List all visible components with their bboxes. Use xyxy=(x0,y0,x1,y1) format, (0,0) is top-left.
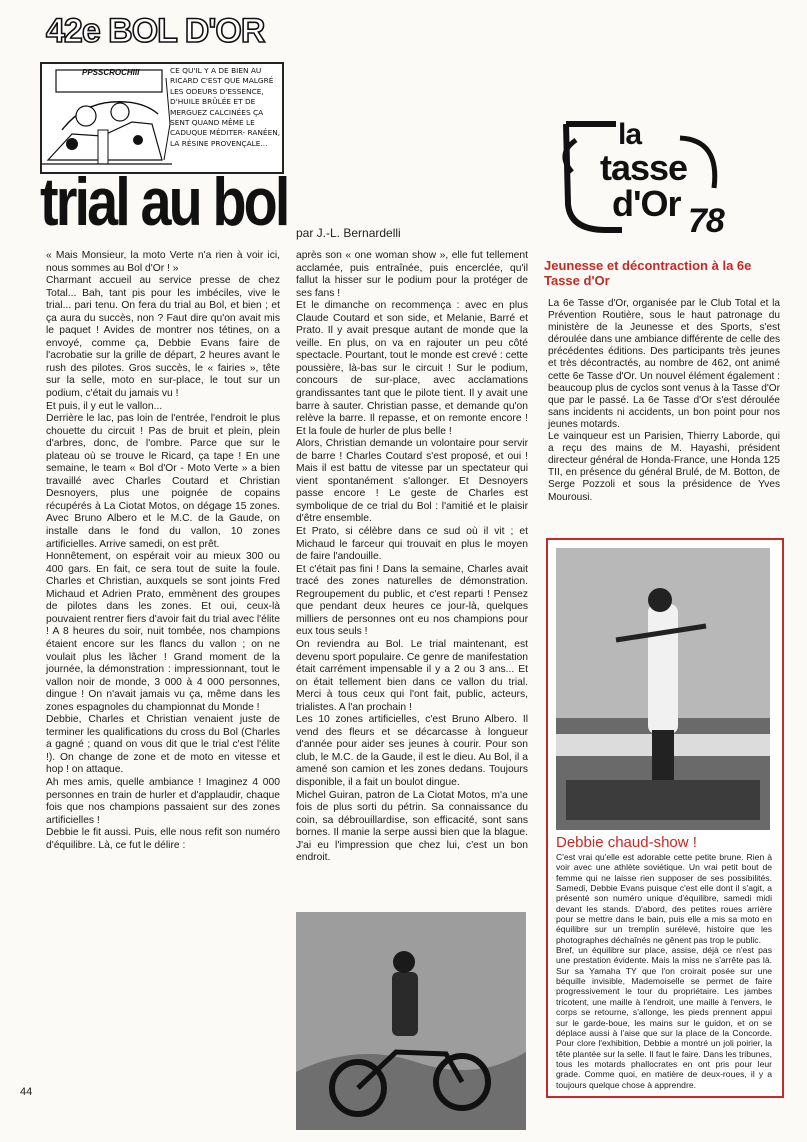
paragraph: Et puis, il y eut le vallon... xyxy=(46,400,163,412)
paragraph: Le vainqueur est un Parisien, Thierry Laborde, qui a reçu des mains de M. Hayashi, président directeur général de Honda-France, une Honda 125 TII, en présence du général Brulé, de M. Botton, de Serge Pozzoli et sous la présidence de Yves Mourousi. xyxy=(548,431,780,503)
tasse-dor-logo xyxy=(560,118,736,238)
logo-word-dor: d'Or xyxy=(612,183,681,224)
section-header: 42e BOL D'OR xyxy=(46,12,265,50)
paragraph: Derrière le lac, pas loin de l'entrée, l'endroit le plus chouette du circuit ! Pas de bruit et plein, plein d'arbres, donc, de l'ombre. Parce que sur le plateau où se trouve le Ricard, ça tape ! En une semaine, le team « Bol d'Or - Moto Verte » a bien travaillé avec Charles Coutard et Christian Desnoyers, plus une poignée de copains récupérés à La Ciotat Motos, on dégage 15 zones. Avec Bruno Albero et le M.C. de la Gaude, on installe dans le fond du vallon, 10 zones artificielles. Arrive samedi, on est prêt. xyxy=(46,413,280,550)
photo-placeholder xyxy=(556,548,770,830)
paragraph: Ah mes amis, quelle ambiance ! Imaginez 4 000 personnes en train de hurler et d'applaudir, chaque fois que nos champions passaient sur des zones artificielles ! xyxy=(46,776,280,826)
paragraph: Bref, un équilibre sur place, assise, déjà ce n'est pas une prestation évidente. Mais la miss ne s'arrête pas là. Sur sa Yamaha TY que l'on croirait posée sur une béquille invisible, Mademoiselle se permet de faire progressivement le tour du propriétaire. Les jambes tricotent, une maille à l'endroit, une maille à l'envers, le corps se retourne, s'allonge, les pieds prennent appui sur le garde-boue, les mains sur le guidon, et on se déplace aussi à l'aise que sur la place de la Concorde. Pour clore l'exhibition, Debbie a montré un joli poirier, la tête plantée sur la selle. Il faut le faire. Dans les tribunes, tous les motards phallocrates en ont pris pour leur grade. Comme quoi, en matière de deux-roues, il y a toujours quelque chose à apprendre. xyxy=(556,945,772,1090)
paragraph: Honnêtement, on espérait voir au mieux 300 ou 400 gars. En fait, ce sera tout de suite la foule. Charles et Christian, auxquels se sont joints Fred Michaud et Adrien Prato, emmènent des groupes de pilotes dans les zones. Et oui, ceux-là pouvaient rentrer fiers d'avoir fait du trial avec l'élite ! A 8 heures du soir, nuit tombée, nos champions étaient encore sur les flancs du vallon ; on ne voulait plus les lâcher ! Grand moment de la journée, la démonstration : impressionnant, tout le vallon noir de monde, 3 000 à 4 000 personnes, dingue ! On n'avait jamais vu ça, même dans les zones espagnoles du championnat du Monde ! xyxy=(46,551,281,713)
paragraph: Charmant accueil au service presse de chez Total... Bah, tant pis pour les imbéciles, vive le trial... pari tenu. On fera du trial au Bol, et bien ; et ça aura du succès, non ? Faut dire qu'on avait mis le paquet ! Avides de montrer nos tétines, on a envoyé, comme ça, Debbie Evans faire de l'acrobatie sur la grille de départ, 2 heures avant le rush des pilotes. Gros succès, le « fairies », tête sur la selle, moto en sur-place, le tout sur un podium, c'était du jamais vu ! xyxy=(46,275,280,400)
paragraph: La 6e Tasse d'Or, organisée par le Club Total et la Prévention Routière, sous le haut patronage du ministère de la Jeunesse et des Sports, s'est déroulée dans une ambiance différente de celle des précédentes éditions. Des participants très jeunes et très décontractés, au nombre de 462, ont animé cette 6e Tasse d'Or. Un nouvel élément également : beaucoup plus de cyclos sont venus à la Tasse d'Or que par le passé. La 6e Tasse d'Or s'est déroulée sans incidents ni accidents, un bon point pour nos jeunes motards. xyxy=(548,298,780,430)
paragraph: Michel Guiran, patron de La Ciotat Motos, m'a une fois de plus sorti du pétrin. Sa connaissance du coin, sa débrouillardise, son efficacité, sont sans bornes. Il manie la serpe aussi bien que la blague. J'ai eu l'impression que chez lui, c'est un bon endroit. xyxy=(296,789,528,864)
cartoon-sign: PPSSCROCHIII xyxy=(82,68,140,77)
logo-word-la: la xyxy=(618,118,642,151)
paragraph: Et Prato, si célèbre dans ce sud où il vit ; et Michaud le farceur qui trouvait en plus le moyen de faire l'andouille. xyxy=(296,526,528,563)
box-column xyxy=(556,852,772,1090)
page-number: 44 xyxy=(20,1086,33,1098)
article-column-2 xyxy=(296,250,528,865)
cartoon-speech-bubble: CE QU'IL Y A DE BIEN AU RICARD C'EST QUE MALGRÉ LES ODEURS D'ESSENCE, D'HUILE BRÛLÉE ET DE MERGUEZ CALCINÉES ÇA SENT QUAND MÊME LE CADUQUE MÉDITER- RANÉEN, LA RÉSINE PROVENÇALE... xyxy=(170,66,281,148)
paragraph: Alors, Christian demande un volontaire pour servir de barre ! Charles Coutard s'est proposé, et oui ! Mais il est battu de vitesse par un spectateur qui vient spontanément s'allonger. Et Desnoyers passe encore ! Le geste de Charles est symbolique de ce trial du Bol : l'amitié et le plaisir d'être ensemble. xyxy=(296,438,528,525)
paragraph: « Mais Monsieur, la moto Verte n'a rien à voir ici, nous sommes au Bol d'Or ! » xyxy=(46,250,280,274)
paragraph: Debbie le fit aussi. Puis, elle nous refit son numéro d'équilibre. Là, ce fut le délire : xyxy=(46,827,280,851)
paragraph: On reviendra au Bol. Le trial maintenant, est devenu sport populaire. Ce genre de manifestation était carrément impensable il y a 2 ou 3 ans... Et on était tellement bien dans ce vallon du trial. Merci à tous ceux qui l'ont fait, public, acteurs, trialistes. A l'an prochain ! xyxy=(296,638,528,713)
sidebar-headline: Jeunesse et décontraction à la 6e Tasse d'Or xyxy=(544,258,752,288)
paragraph: Et le dimanche on recommença : avec en plus Claude Coutard et son side, et Melanie, Barré et Prato. Il y avait presque autant de monde que la veille. En plus, on va en rajouter un peu côté spectacle. Pourtant, tout le monde est crevé : cette poussière, là-bas sur le circuit ! Sur le podium, concours de sur-place, avec acclamations grandissantes tant que le pilote tient. Il y avait une barre à sauter. Christian passe, et demande qu'on relève la barre. Il repasse, et on remonte encore ! Et la foule de hurler de plus belle ! xyxy=(296,300,528,437)
article-title: trial au bol xyxy=(40,164,288,240)
paragraph: Les 10 zones artificielles, c'est Bruno Albero. Il vend des fleurs et se décarcasse à longueur d'année pour aider ses jeunes à courir. Pour son club, le M.C. de la Gaude, il est le dieu. Au Bol, il a amené son camion et les zones dedans. Toujours disponible, il a fait un boulot dingue. xyxy=(296,714,528,788)
box-title: Debbie chaud-show ! xyxy=(556,834,697,851)
photo-trial-rider xyxy=(296,912,526,1130)
article-byline: par J.-L. Bernardelli xyxy=(296,226,401,240)
logo-year: 78 xyxy=(688,202,724,240)
sidebar-column xyxy=(548,298,780,504)
article-column-1 xyxy=(46,250,280,852)
logo-word-tasse: tasse xyxy=(600,147,688,188)
paragraph: Et c'était pas fini ! Dans la semaine, Charles avait tracé des zones naturelles de démonstration. Regroupement du public, et c'est reparti ! Pensez que pendant deux heures ce jour-là, quelques milliers de personnes ont eu nos champions pour eux tous seuls ! xyxy=(296,563,528,638)
photo-debbie-balance xyxy=(556,548,770,830)
paragraph: après son « one woman show », elle fut tellement acclamée, puis entraînée, puis encerclée, qu'il fallut la hisser sur le podium pour la protéger de ses fans ! xyxy=(296,250,528,299)
photo-placeholder xyxy=(296,912,526,1130)
paragraph: C'est vrai qu'elle est adorable cette petite brune. Rien à voir avec une athlète soviétique. Un vrai petit bout de femme qui ne laisse rien supposer de ses possibilités. Samedi, Debbie Evans puisque c'est elle dont il s'agit, a présenté son numéro unique d'équilibre, samedi midi devant les stands. D'abord, des petites roues arrière pour se mettre dans le bain, puis elle a mis sa moto en équilibre sur un tremplin surélevé, histoire que les photographes déchaînés ne gênent pas trop le public. xyxy=(556,852,772,945)
paragraph: Debbie, Charles et Christian venaient juste de terminer les qualifications du cross du Bol (Charles a gagné ; quand on vous dit que le trial c'est l'élite !). On change de zone et de moto en vitesse et hop ! on attaque. xyxy=(46,714,280,776)
